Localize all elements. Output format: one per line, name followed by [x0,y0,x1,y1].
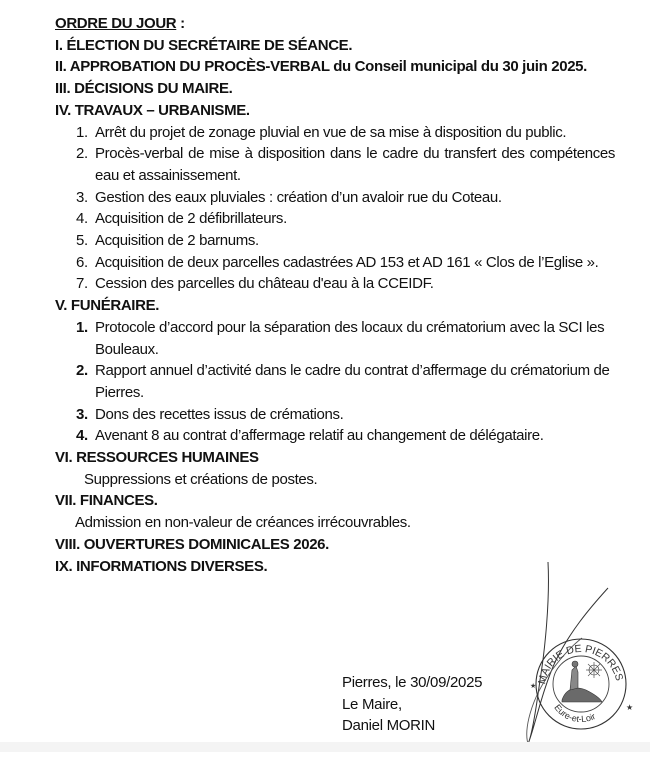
funeraire-list [55,317,615,447]
list-item [55,122,615,144]
section-heading-2 [55,56,615,78]
item-number: 3. [76,188,88,206]
item-text: Acquisition de 2 barnums. [95,232,259,250]
stamp-and-signature [490,560,650,752]
section-heading-6: VI. RESSOURCES HUMAINES [55,449,259,467]
section-heading-2-bold: II. APPROBATION DU PROCÈS-VERBAL [55,58,330,76]
section-heading-4: IV. TRAVAUX – URBANISME. [55,101,250,119]
stamp-top-text: MAIRIE DE PIERRES [536,642,626,686]
official-stamp-icon [490,560,650,752]
signature-block [342,672,482,737]
mayor-role: Le Maire, [342,695,402,713]
list-item [55,273,615,295]
item-number: 5. [76,232,88,250]
item-number: 7. [76,275,88,293]
item-number: 2. [76,362,88,380]
item-text: Acquisition de deux parcelles cadastrées AD 153 et AD 161 « Clos de l’Eglise ». [95,253,599,271]
list-item [55,187,615,209]
item-text: Dons des recettes issus de crémations. [95,405,344,423]
item-number: 4. [76,427,88,445]
place-date: Pierres, le 30/09/2025 [342,674,483,691]
agenda-title [55,13,615,35]
list-item [55,143,615,186]
stamp-star-icon: ★ [626,703,634,712]
item-number: 6. [76,253,88,271]
item-text: Acquisition de 2 défibrillateurs. [95,210,287,228]
section-heading-3: III. DÉCISIONS DU MAIRE. [55,80,233,98]
item-number: 2. [76,145,88,163]
item-text: Gestion des eaux pluviales : création d’un avaloir rue du Coteau. [95,188,502,206]
section-heading-5: V. FUNÉRAIRE. [55,297,160,315]
agenda-title-text: ORDRE DU JOUR [55,15,177,32]
item-text: Arrêt du projet de zonage pluvial en vue de sa mise à disposition du public. [95,123,567,141]
list-item [55,208,615,230]
item-text: Procès-verbal de mise à disposition dans le cadre du transfert des compétences eau et assainissement. [95,145,615,184]
list-item [55,252,615,274]
section-heading-7: VII. FINANCES. [55,492,158,510]
agenda-title-colon: : [176,15,185,32]
item-number: 4. [76,210,88,228]
section-7-body: Admission en non-valeur de créances irrécouvrables. [75,514,411,532]
item-number: 3. [76,405,88,423]
stamp-star-icon: ★ [530,683,537,690]
list-item [55,230,615,252]
list-item [55,317,615,360]
section-6-body: Suppressions et créations de postes. [84,470,318,488]
agenda-document [55,13,615,577]
item-text: Avenant 8 au contrat d’affermage relatif au changement de délégataire. [95,427,544,445]
section-heading-2-rest: du Conseil municipal du 30 juin 2025. [333,58,587,76]
stamp-bottom-text: Eure-et-Loir [552,702,597,725]
item-number: 1. [76,318,88,336]
travaux-list [55,122,615,296]
section-heading-8: VIII. OUVERTURES DOMINICALES 2026. [55,535,329,553]
section-heading-1: I. ÉLECTION DU SECRÉTAIRE DE SÉANCE. [55,36,353,54]
page-bottom-edge [0,742,650,752]
mayor-name: Daniel MORIN [342,717,436,735]
item-text: Cession des parcelles du château d'eau à la CCEIDF. [95,275,434,293]
list-item [55,404,615,426]
stamp-inner-ring [553,656,609,712]
item-text: Protocole d’accord pour la séparation des locaux du crématorium avec la SCI les Bouleaux. [95,318,605,358]
list-item [55,360,615,403]
section-heading-9: IX. INFORMATIONS DIVERSES. [55,557,268,575]
list-item [55,425,615,447]
item-text: Rapport annuel d’activité dans le cadre du contrat d’affermage du crématorium de Pierres. [95,362,610,401]
stamp-emblem [562,661,602,702]
item-number: 1. [76,123,88,141]
